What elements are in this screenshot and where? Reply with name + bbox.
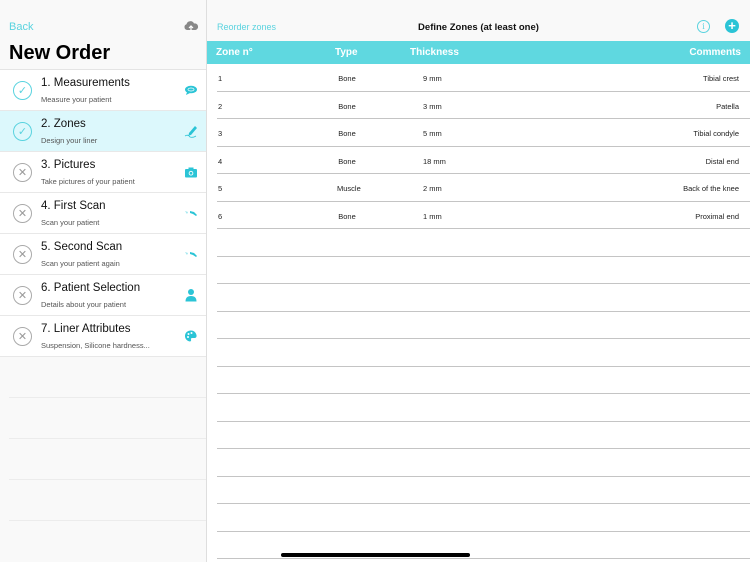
table-row[interactable]: 5 Muscle 2 mm Back of the knee [217, 174, 750, 202]
empty-row [217, 229, 750, 257]
step-title: 2. Zones [41, 118, 86, 130]
step-patient-selection[interactable] [0, 275, 206, 316]
empty-row [217, 339, 750, 367]
empty-row [217, 394, 750, 422]
table-row[interactable]: 3 Bone 5 mm Tibial condyle [217, 119, 750, 147]
scanner-icon [184, 247, 198, 261]
empty-row [217, 312, 750, 340]
column-thickness: Thickness [410, 47, 459, 58]
step-subtitle: Scan your patient [41, 218, 100, 227]
empty-row [217, 504, 750, 532]
step-measurements[interactable] [0, 70, 206, 111]
scanner-icon [184, 206, 198, 220]
x-circle-icon: ✕ [13, 286, 32, 305]
palette-icon [184, 329, 198, 343]
x-circle-icon: ✕ [13, 327, 32, 346]
reorder-zones-button[interactable]: Reorder zones [217, 22, 277, 32]
table-row[interactable]: 4 Bone 18 mm Distal end [217, 147, 750, 175]
add-zone-button[interactable]: + [725, 19, 739, 33]
column-type: Type [335, 47, 358, 58]
step-zones[interactable] [0, 111, 206, 152]
person-icon [184, 288, 198, 302]
camera-icon [184, 165, 198, 179]
step-second-scan[interactable] [0, 234, 206, 275]
sidebar [0, 0, 207, 562]
table-row[interactable]: 2 Bone 3 mm Patella [217, 92, 750, 120]
step-subtitle: Suspension, Silicone hardness... [41, 341, 150, 350]
step-liner-attributes[interactable] [0, 316, 206, 357]
home-indicator[interactable] [281, 553, 470, 557]
main-title: Define Zones (at least one) [418, 22, 539, 33]
main-panel [207, 0, 750, 562]
chat-bubble-icon [184, 83, 198, 97]
step-subtitle: Scan your patient again [41, 259, 120, 268]
x-circle-icon: ✕ [13, 204, 32, 223]
step-subtitle: Design your liner [41, 136, 98, 145]
step-first-scan[interactable] [0, 193, 206, 234]
empty-row [217, 422, 750, 450]
table-header [207, 41, 750, 64]
main-header [207, 0, 750, 41]
step-title: 1. Measurements [41, 77, 130, 89]
page-title: New Order [9, 42, 111, 64]
back-button[interactable]: Back [9, 21, 34, 33]
step-title: 3. Pictures [41, 159, 96, 171]
empty-row [217, 257, 750, 285]
zones-table [217, 64, 750, 559]
step-subtitle: Take pictures of your patient [41, 177, 135, 186]
x-circle-icon: ✕ [13, 163, 32, 182]
check-circle-icon: ✓ [13, 122, 32, 141]
column-comments: Comments [689, 47, 741, 58]
cloud-upload-icon[interactable] [183, 20, 199, 32]
step-title: 5. Second Scan [41, 241, 123, 253]
step-list [0, 69, 206, 357]
step-title: 7. Liner Attributes [41, 323, 131, 335]
check-circle-icon: ✓ [13, 81, 32, 100]
empty-row [217, 367, 750, 395]
column-zone: Zone n° [216, 47, 253, 58]
step-title: 6. Patient Selection [41, 282, 141, 294]
empty-row [217, 477, 750, 505]
step-subtitle: Measure your patient [41, 95, 112, 104]
step-subtitle: Details about your patient [41, 300, 127, 309]
step-title: 4. First Scan [41, 200, 106, 212]
table-row[interactable]: 1 Bone 9 mm Tibial crest [217, 64, 750, 92]
empty-list-area [9, 357, 206, 521]
empty-row [217, 449, 750, 477]
info-icon[interactable]: i [697, 20, 710, 33]
empty-row [217, 284, 750, 312]
x-circle-icon: ✕ [13, 245, 32, 264]
step-pictures[interactable] [0, 152, 206, 193]
pen-icon [184, 124, 198, 138]
table-row[interactable]: 6 Bone 1 mm Proximal end [217, 202, 750, 230]
